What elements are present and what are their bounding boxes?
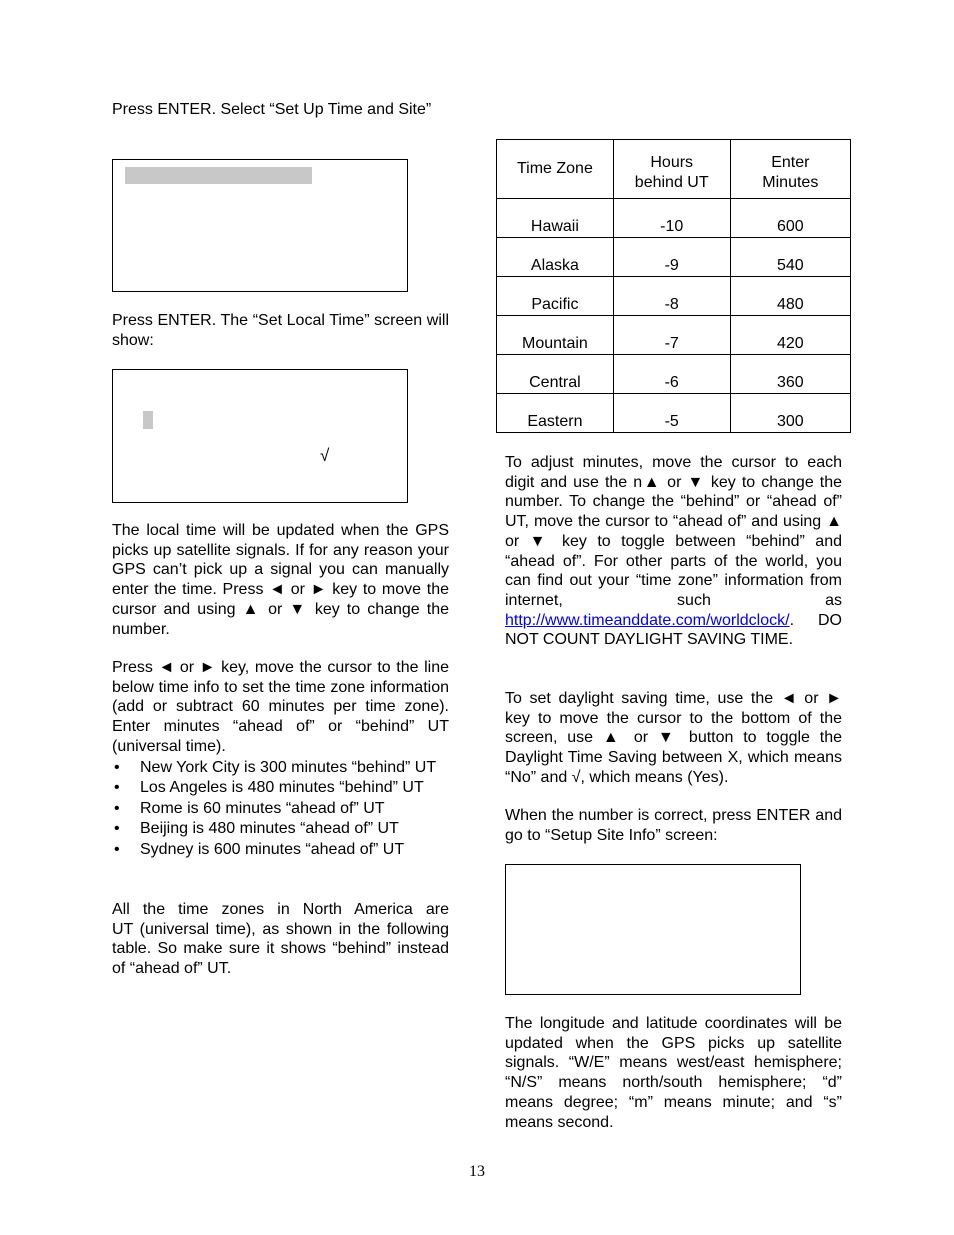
paragraph-number-correct: When the number is correct, press ENTER and go to “Setup Site Info” screen:	[505, 807, 842, 844]
cell-minutes: 480	[730, 277, 850, 316]
list-item: • Rome is 60 minutes “ahead of” UT	[112, 799, 449, 819]
header-hours-behind: Hours behind UT	[613, 140, 730, 199]
bullet-glyph: •	[114, 799, 120, 817]
table-row	[497, 277, 851, 316]
table-row	[497, 238, 851, 277]
cell-minutes: 540	[730, 238, 850, 277]
list-item: • Sydney is 600 minutes “ahead of” UT	[112, 840, 449, 860]
menu-highlight-bar	[125, 167, 312, 184]
cell-zone: Mountain	[497, 316, 614, 355]
cell-zone: Central	[497, 355, 614, 394]
header-time-zone: Time Zone	[497, 140, 614, 199]
bullet-glyph: •	[114, 840, 120, 858]
time-zone-examples-list	[112, 758, 449, 860]
cell-zone: Eastern	[497, 394, 614, 433]
table-header-row	[497, 140, 851, 199]
instruction-select-setup: Press ENTER. Select “Set Up Time and Site”	[112, 101, 432, 118]
lcd-screen-setup-site-info	[505, 864, 801, 995]
time-zone-table	[496, 139, 851, 433]
cell-zone: Hawaii	[497, 199, 614, 238]
lcd-screen-setup-menu	[112, 159, 408, 292]
cell-zone: Alaska	[497, 238, 614, 277]
cell-hours: -10	[613, 199, 730, 238]
bullet-glyph: •	[114, 820, 120, 838]
list-item: • New York City is 300 minutes “behind” UT	[112, 758, 449, 778]
cursor-block	[143, 411, 153, 429]
cell-hours: -7	[613, 316, 730, 355]
paragraph-local-time-update: The local time will be updated when the GPS picks up satellite signals. If for any reason your GPS can’t pick up a signal you can manually enter the time. Press ◄ or ► key to move the cursor and using ▲ or ▼ key to change the number.	[112, 522, 449, 638]
bullet-glyph: •	[114, 759, 120, 776]
cell-zone: Pacific	[497, 277, 614, 316]
table-row	[497, 355, 851, 394]
instruction-set-local-time: Press ENTER. The “Set Local Time” screen will show:	[112, 312, 449, 349]
table-row	[497, 199, 851, 238]
header-enter-minutes: Enter Minutes	[730, 140, 850, 199]
page-number: 13	[469, 1163, 485, 1180]
table-row	[497, 316, 851, 355]
cell-minutes: 300	[730, 394, 850, 433]
paragraph-daylight-saving: To set daylight saving time, use the ◄ or ► key to move the cursor to the bottom of the screen, use ▲ or ▼ button to toggle the Daylight Time Saving between X, which means “No” and √, which means (Yes).	[505, 690, 842, 786]
paragraph-time-zone-instructions: Press ◄ or ► key, move the cursor to the line below time info to set the time zone information (add or subtract 60 minutes per time zone). Enter minutes “ahead of” or “behind” UT (universal time).	[112, 659, 449, 755]
cell-hours: -8	[613, 277, 730, 316]
cell-minutes: 360	[730, 355, 850, 394]
cell-minutes: 600	[730, 199, 850, 238]
cell-hours: -9	[613, 238, 730, 277]
lcd-screen-set-local-time	[112, 369, 408, 503]
paragraph-coordinates: The longitude and latitude coordinates will be updated when the GPS picks up satellite signals. “W/E” means west/east hemisphere; “N/S” means north/south hemisphere; “d” means degree; “m” means minute; and “s” means second.	[505, 1015, 842, 1131]
paragraph-adjust-minutes: To adjust minutes, move the cursor to each digit and use the n▲ or ▼ key to change the number. To change the “behind” or “ahead of” UT, move the cursor to “ahead of” and using ▲ or ▼ key to toggle between “behind” and “ahead of”. For other parts of the world, you can find out your “time zone” information from internet, such as http://www.timeanddate.com/worldclock/. DO NOT COUNT DAYLIGHT SAVING TIME.	[505, 454, 842, 649]
cell-minutes: 420	[730, 316, 850, 355]
list-item: • Los Angeles is 480 minutes “behind” UT	[112, 778, 449, 798]
bullet-glyph: •	[114, 779, 120, 797]
daylight-check-mark: √	[320, 446, 330, 465]
list-item: • Beijing is 480 minutes “ahead of” UT	[112, 819, 449, 839]
cell-hours: -6	[613, 355, 730, 394]
cell-hours: -5	[613, 394, 730, 433]
worldclock-link[interactable]: http://www.timeanddate.com/worldclock/	[505, 611, 790, 629]
paragraph-north-america-zones: All the time zones in North America are UT (universal time), as shown in the following table. So make sure it shows “behind” instead of “ahead of” UT.	[112, 901, 503, 978]
table-row	[497, 394, 851, 433]
